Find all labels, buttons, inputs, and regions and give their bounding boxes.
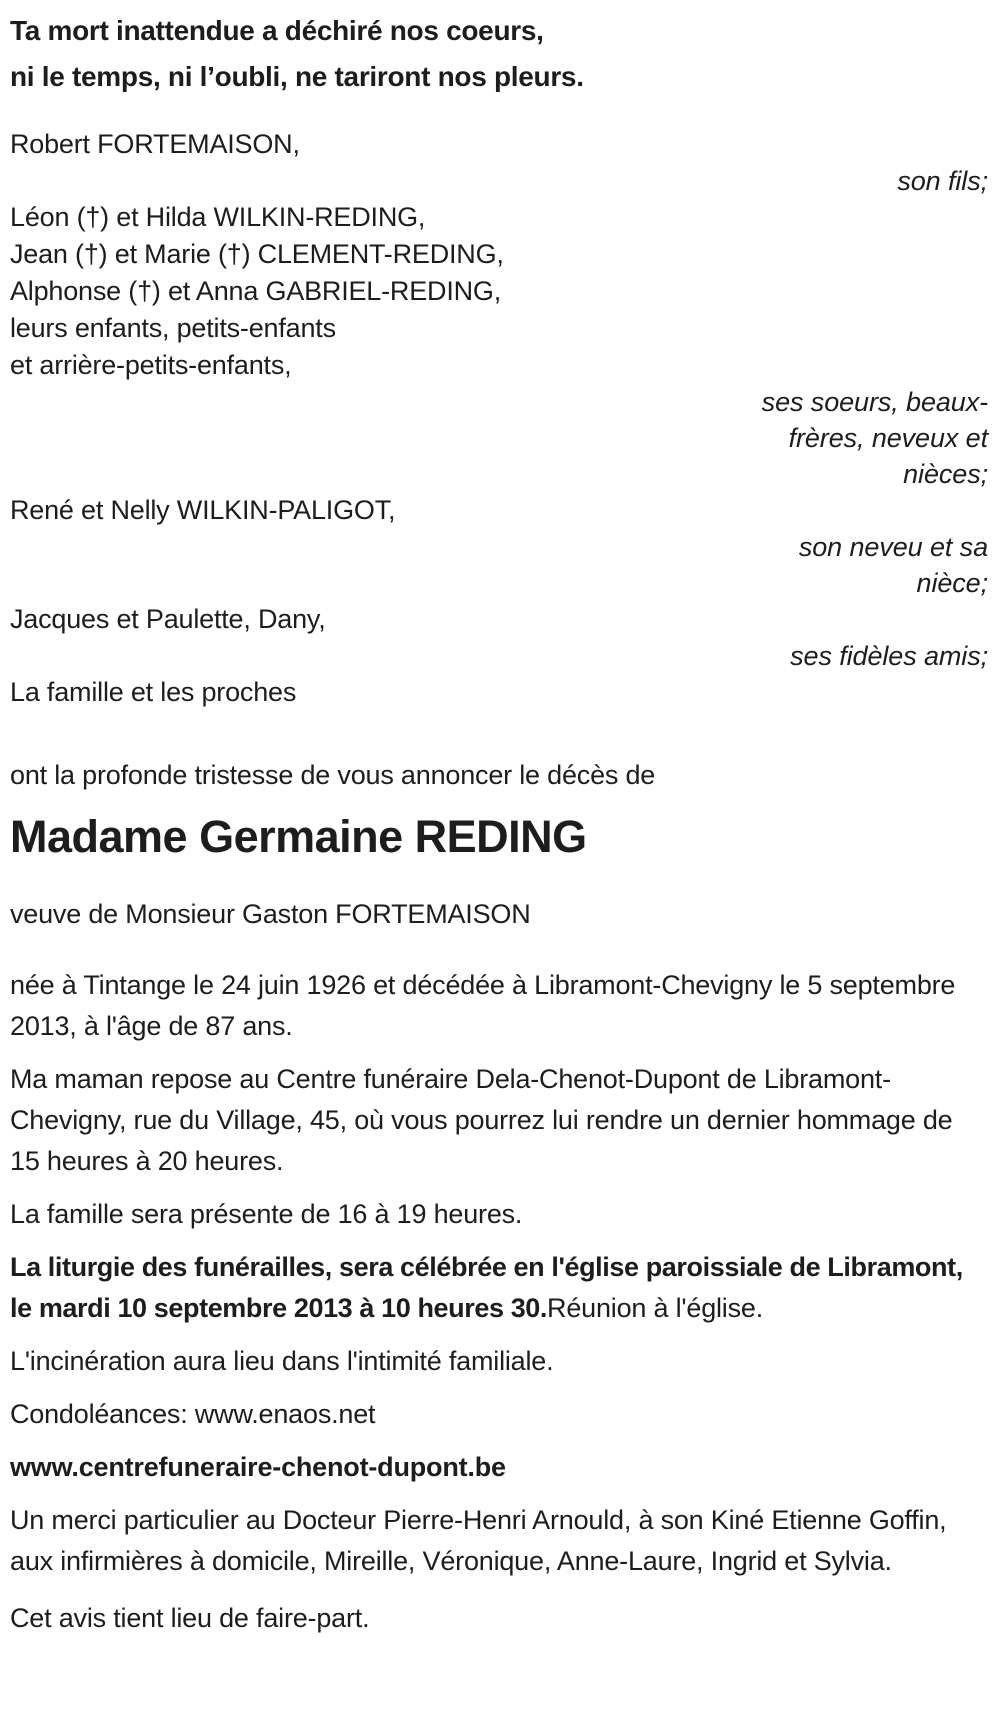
mourner-name: leurs enfants, petits-enfants [10,313,336,343]
family-presence-line: La famille sera présente de 16 à 19 heures. [10,1199,523,1229]
mourner-name: Léon (†) et Hilda WILKIN-REDING, [10,202,426,232]
mourner-relation [10,529,988,601]
mourner-name: La famille et les proches [10,677,297,707]
deceased-name-title: Madame Germaine REDING [10,811,587,862]
mourners-list [10,126,988,711]
mourner-group-family [10,674,988,711]
notice-line: Cet avis tient lieu de faire-part. [10,1603,370,1633]
relation-line: nièces; [903,459,988,489]
mourner-name: et arrière-petits-enfants, [10,350,292,380]
mourner-group-nephew [10,492,988,601]
widow-of-line: veuve de Monsieur Gaston FORTEMAISON [10,899,531,929]
condolences-line [10,1394,988,1435]
liturgy-regular-text: Réunion à l'église. [547,1293,764,1323]
relation-line: nièce; [916,568,988,598]
mourner-name: Robert FORTEMAISON, [10,129,300,159]
birth-death-paragraph: née à Tintange le 24 juin 1926 et décédée à Libramont-Chevigny le 5 septembre 2013, à l'âge de 87 ans. [10,970,956,1041]
thanks-paragraph: Un merci particulier au Docteur Pierre-Henri Arnould, à son Kiné Etienne Goffin, aux infirmières à domicile, Mireille, Véronique, Anne-Laure, Ingrid et Sylvia. [10,1505,947,1576]
relation-line: frères, neveux et [788,423,988,453]
funeral-home-url: www.centrefuneraire-chenot-dupont.be [10,1452,506,1482]
announcement-line: ont la profonde tristesse de vous annoncer le décès de [10,760,656,790]
mourner-group-son [10,126,988,199]
mourner-name: Jean (†) et Marie (†) CLEMENT-REDING, [10,239,504,269]
relation-line: son neveu et sa [798,532,988,562]
mourner-name: Jacques et Paulette, Dany, [10,604,326,634]
mourner-relation [10,163,988,199]
mourner-name: Alphonse (†) et Anna GABRIEL-REDING, [10,276,502,306]
liturgy-bold-text: La liturgie des funérailles, sera célébrée en l'église paroissiale de Libramont, le mardi 10 septembre 2013 à 10 heures 30. [10,1252,963,1323]
mourner-group-sisters [10,199,988,492]
repose-paragraph: Ma maman repose au Centre funéraire Dela-Chenot-Dupont de Libramont-Chevigny, rue du Village, 45, où vous pourrez lui rendre un dernier hommage de 15 heures à 20 heures. [10,1064,953,1176]
condolences-url: www.enaos.net [194,1399,376,1429]
relation-line: ses soeurs, beaux- [761,387,988,417]
condolences-label: Condoléances: [10,1399,195,1429]
mourner-group-friends [10,601,988,674]
liturgy-paragraph [10,1247,988,1329]
epitaph [10,8,988,100]
mourner-relation [10,638,988,674]
relation-line: ses fidèles amis; [790,641,988,671]
mourner-name: René et Nelly WILKIN-PALIGOT, [10,495,396,525]
epitaph-line-1: Ta mort inattendue a déchiré nos coeurs, [10,15,544,46]
cremation-line: L'incinération aura lieu dans l'intimité familiale. [10,1346,554,1376]
relation-line: son fils; [897,166,988,196]
epitaph-line-2: ni le temps, ni l’oubli, ne tariront nos pleurs. [10,61,584,92]
mourner-relation [10,384,988,492]
